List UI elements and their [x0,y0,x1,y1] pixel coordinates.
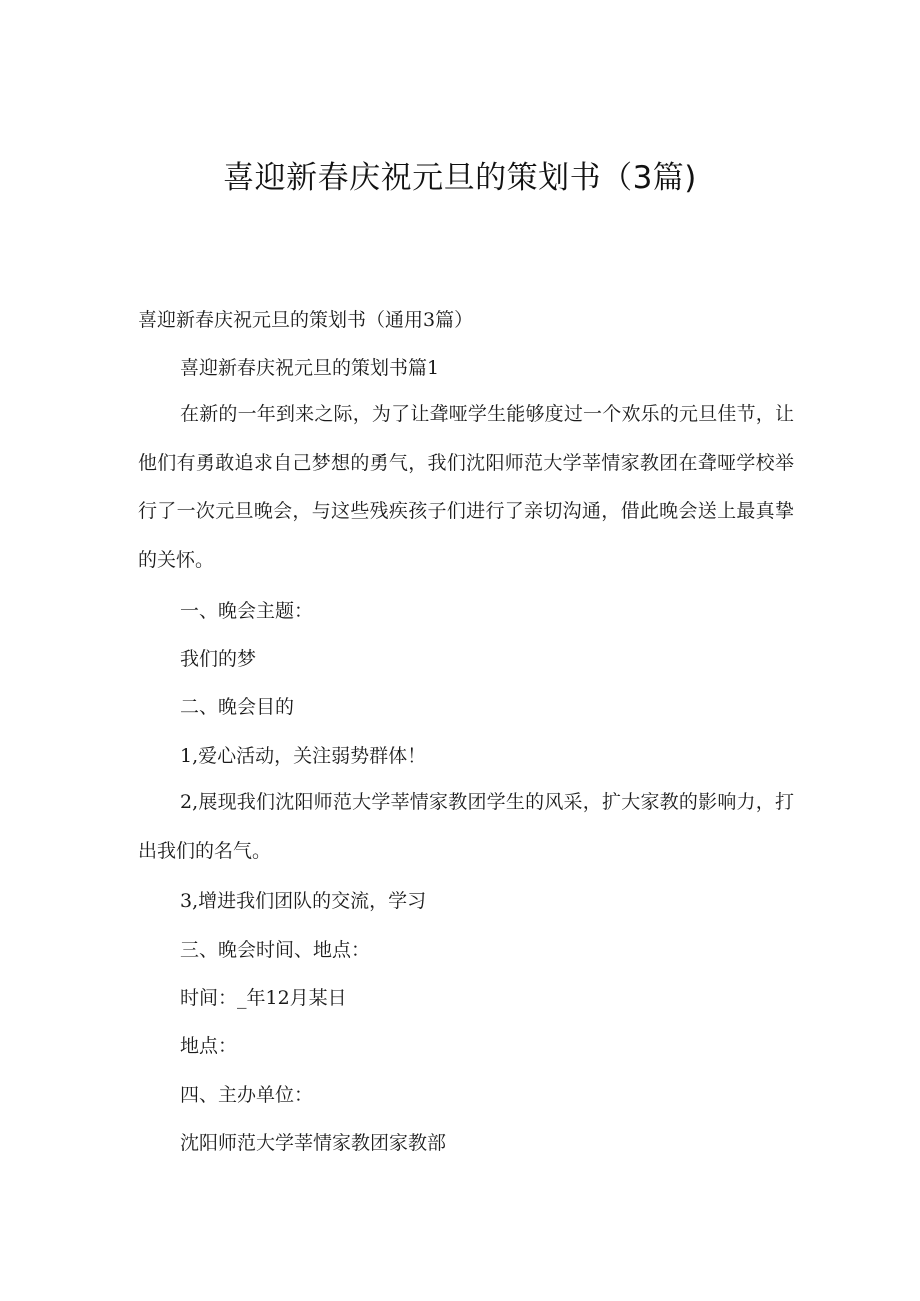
organizer-value: 沈阳师范大学莘情家教团家教部 [180,1132,447,1154]
document-title: 喜迎新春庆祝元旦的策划书（3篇) [223,160,697,196]
purpose-item-3: 3,增进我们团队的交流，学习 [180,890,427,912]
organizer-heading: 四、主办单位： [180,1084,314,1106]
intro-paragraph: 在新的一年到来之际，为了让聋哑学生能够度过一个欢乐的元旦佳节，让他们有勇敢追求自己梦想的勇气，我们沈阳师范大学莘情家教团在聋哑学校举行了一次元旦晚会，与这些残疾孩子们进行了亲切沟通，借此晚会送上最真挚的关怀。 [138,403,794,571]
purpose-item-1: 1,爱心活动，关注弱势群体！ [180,745,427,767]
theme-heading: 一、晚会主题： [180,600,314,622]
theme-value: 我们的梦 [180,648,257,670]
section-heading: 喜迎新春庆祝元旦的策划书篇1 [180,357,440,379]
purpose-heading: 二、晚会目的 [180,696,295,718]
document-subtitle: 喜迎新春庆祝元旦的策划书（通用3篇） [138,309,474,331]
time-line: 时间：_年12月某日 [180,987,347,1009]
place-line: 地点： [180,1035,238,1057]
time-place-heading: 三、晚会时间、地点： [180,939,371,961]
purpose-item-2: 2,展现我们沈阳师范大学莘情家教团学生的风采，扩大家教的影响力，打出我们的名气。 [138,791,794,862]
